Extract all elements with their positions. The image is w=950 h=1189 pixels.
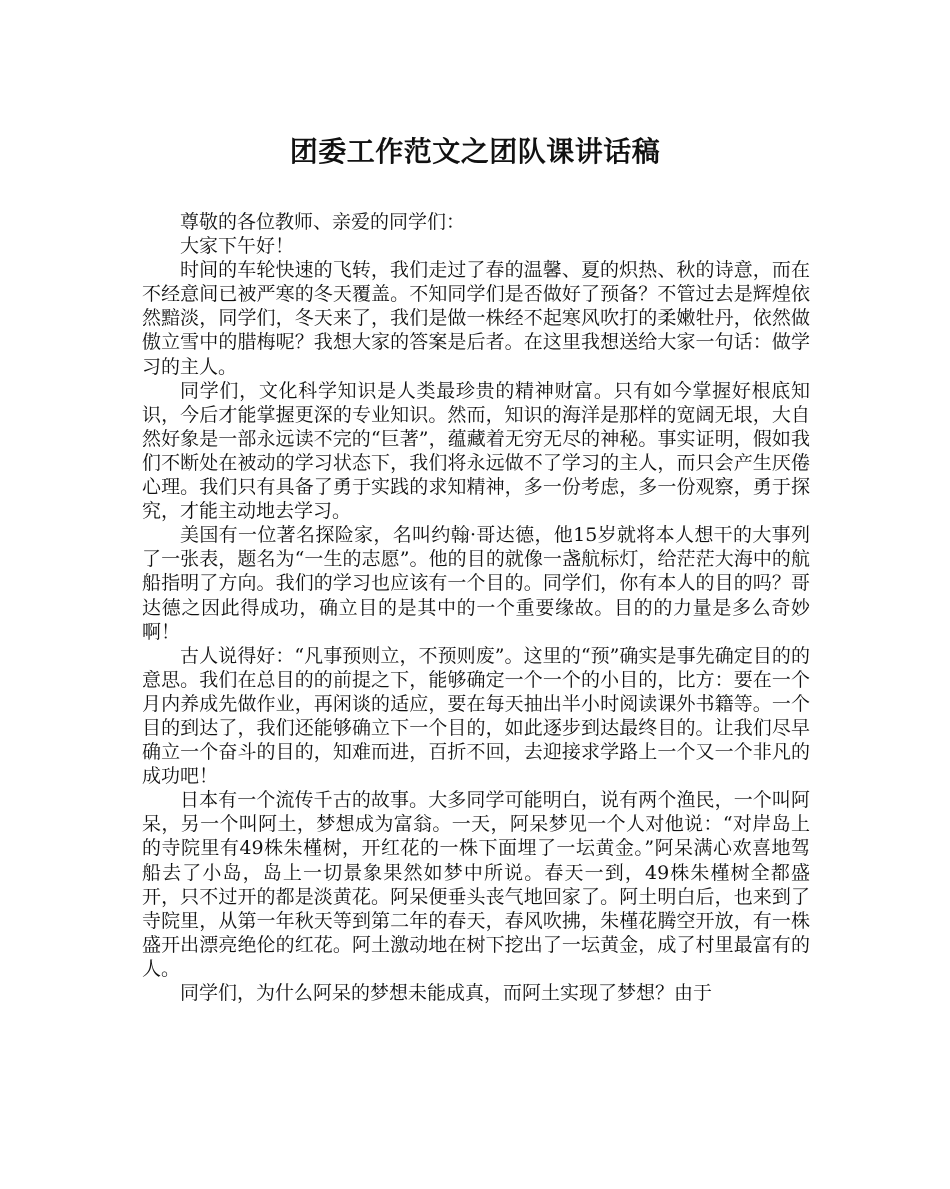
paragraph-story: 日本有一个流传千古的故事。大多同学可能明白，说有两个渔民，一个叫阿呆，另一个叫阿土，梦想成为富翁。一天，阿呆梦见一个人对他说：“对岸岛上的寺院里有49株朱槿树，开红花的一株下面埋了一坛黄金。”阿呆满心欢喜地驾船去了小岛，岛上一切景象果然如梦中所说。春天一到，49株朱槿树全都盛开，只不过开的都是淡黄花。阿呆便垂头丧气地回家了。阿土明白后，也来到了寺院里，从第一年秋天等到第二年的春天，春风吹拂，朱槿花腾空开放，有一株盛开出漂亮绝伦的红花。阿土激动地在树下挖出了一坛黄金，成了村里最富有的人。	[142, 789, 810, 980]
paragraph-question: 同学们，为什么阿呆的梦想未能成真，而阿土实现了梦想？由于	[180, 982, 713, 1004]
page-title: 团委工作范文之团队课讲话稿	[289, 135, 661, 168]
paragraph-winter: 时间的车轮快速的飞转，我们走过了春的温馨、夏的炽热、秋的诗意，而在不经意间已被严寒的冬天覆盖。不知同学们是否做好了预备？不管过去是辉煌依然黯淡，同学们，冬天来了，我们是做一株经不起寒风吹打的柔嫩牡丹，依然做傲立雪中的腊梅呢？我想大家的答案是后者。在这里我想送给大家一句话：做学习的主人。	[142, 259, 810, 378]
paragraph-goddard: 美国有一位著名探险家，名叫约翰·哥达德，他15岁就将本人想干的大事列了一张表，题名为“一生的志愿”。他的目的就像一盏航标灯，给茫茫大海中的航船指明了方向。我们的学习也应该有一个目的。同学们，你有本人的目的吗？哥达德之因此得成功，确立目的是其中的一个重要缘故。目的的力量是多么奇妙啊！	[142, 524, 810, 643]
greeting: 大家下午好！	[180, 235, 295, 258]
paragraph-preparation: 古人说得好：“凡事预则立，不预则废”。这里的“预”确实是事先确定目的的意思。我们在总目的的前提之下，能够确定一个一个的小目的，比方：要在一个月内养成先做作业，再闲谈的适应，要在每天抽出半小时阅读课外书籍等。一个目的到达了，我们还能够确立下一个目的，如此逐步到达最终目的。让我们尽早确立一个奋斗的目的，知难而进，百折不回，去迎接求学路上一个又一个非凡的成功吧！	[142, 644, 810, 788]
speech-body	[142, 210, 810, 1005]
salutation: 尊敬的各位教师、亲爱的同学们：	[180, 211, 466, 233]
paragraph-knowledge: 同学们，文化科学知识是人类最珍贵的精神财富。只有如今掌握好根底知识，今后才能掌握更深的专业知识。然而，知识的海洋是那样的宽阔无垠，大自然好象是一部永远读不完的“巨著”，蕴藏着无穷无尽的神秘。事实证明，假如我们不断处在被动的学习状态下，我们将永远做不了学习的主人，而只会产生厌倦心理。我们只有具备了勇于实践的求知精神，多一份考虑，多一份观察，勇于探究，才能主动地去学习。	[142, 379, 810, 523]
